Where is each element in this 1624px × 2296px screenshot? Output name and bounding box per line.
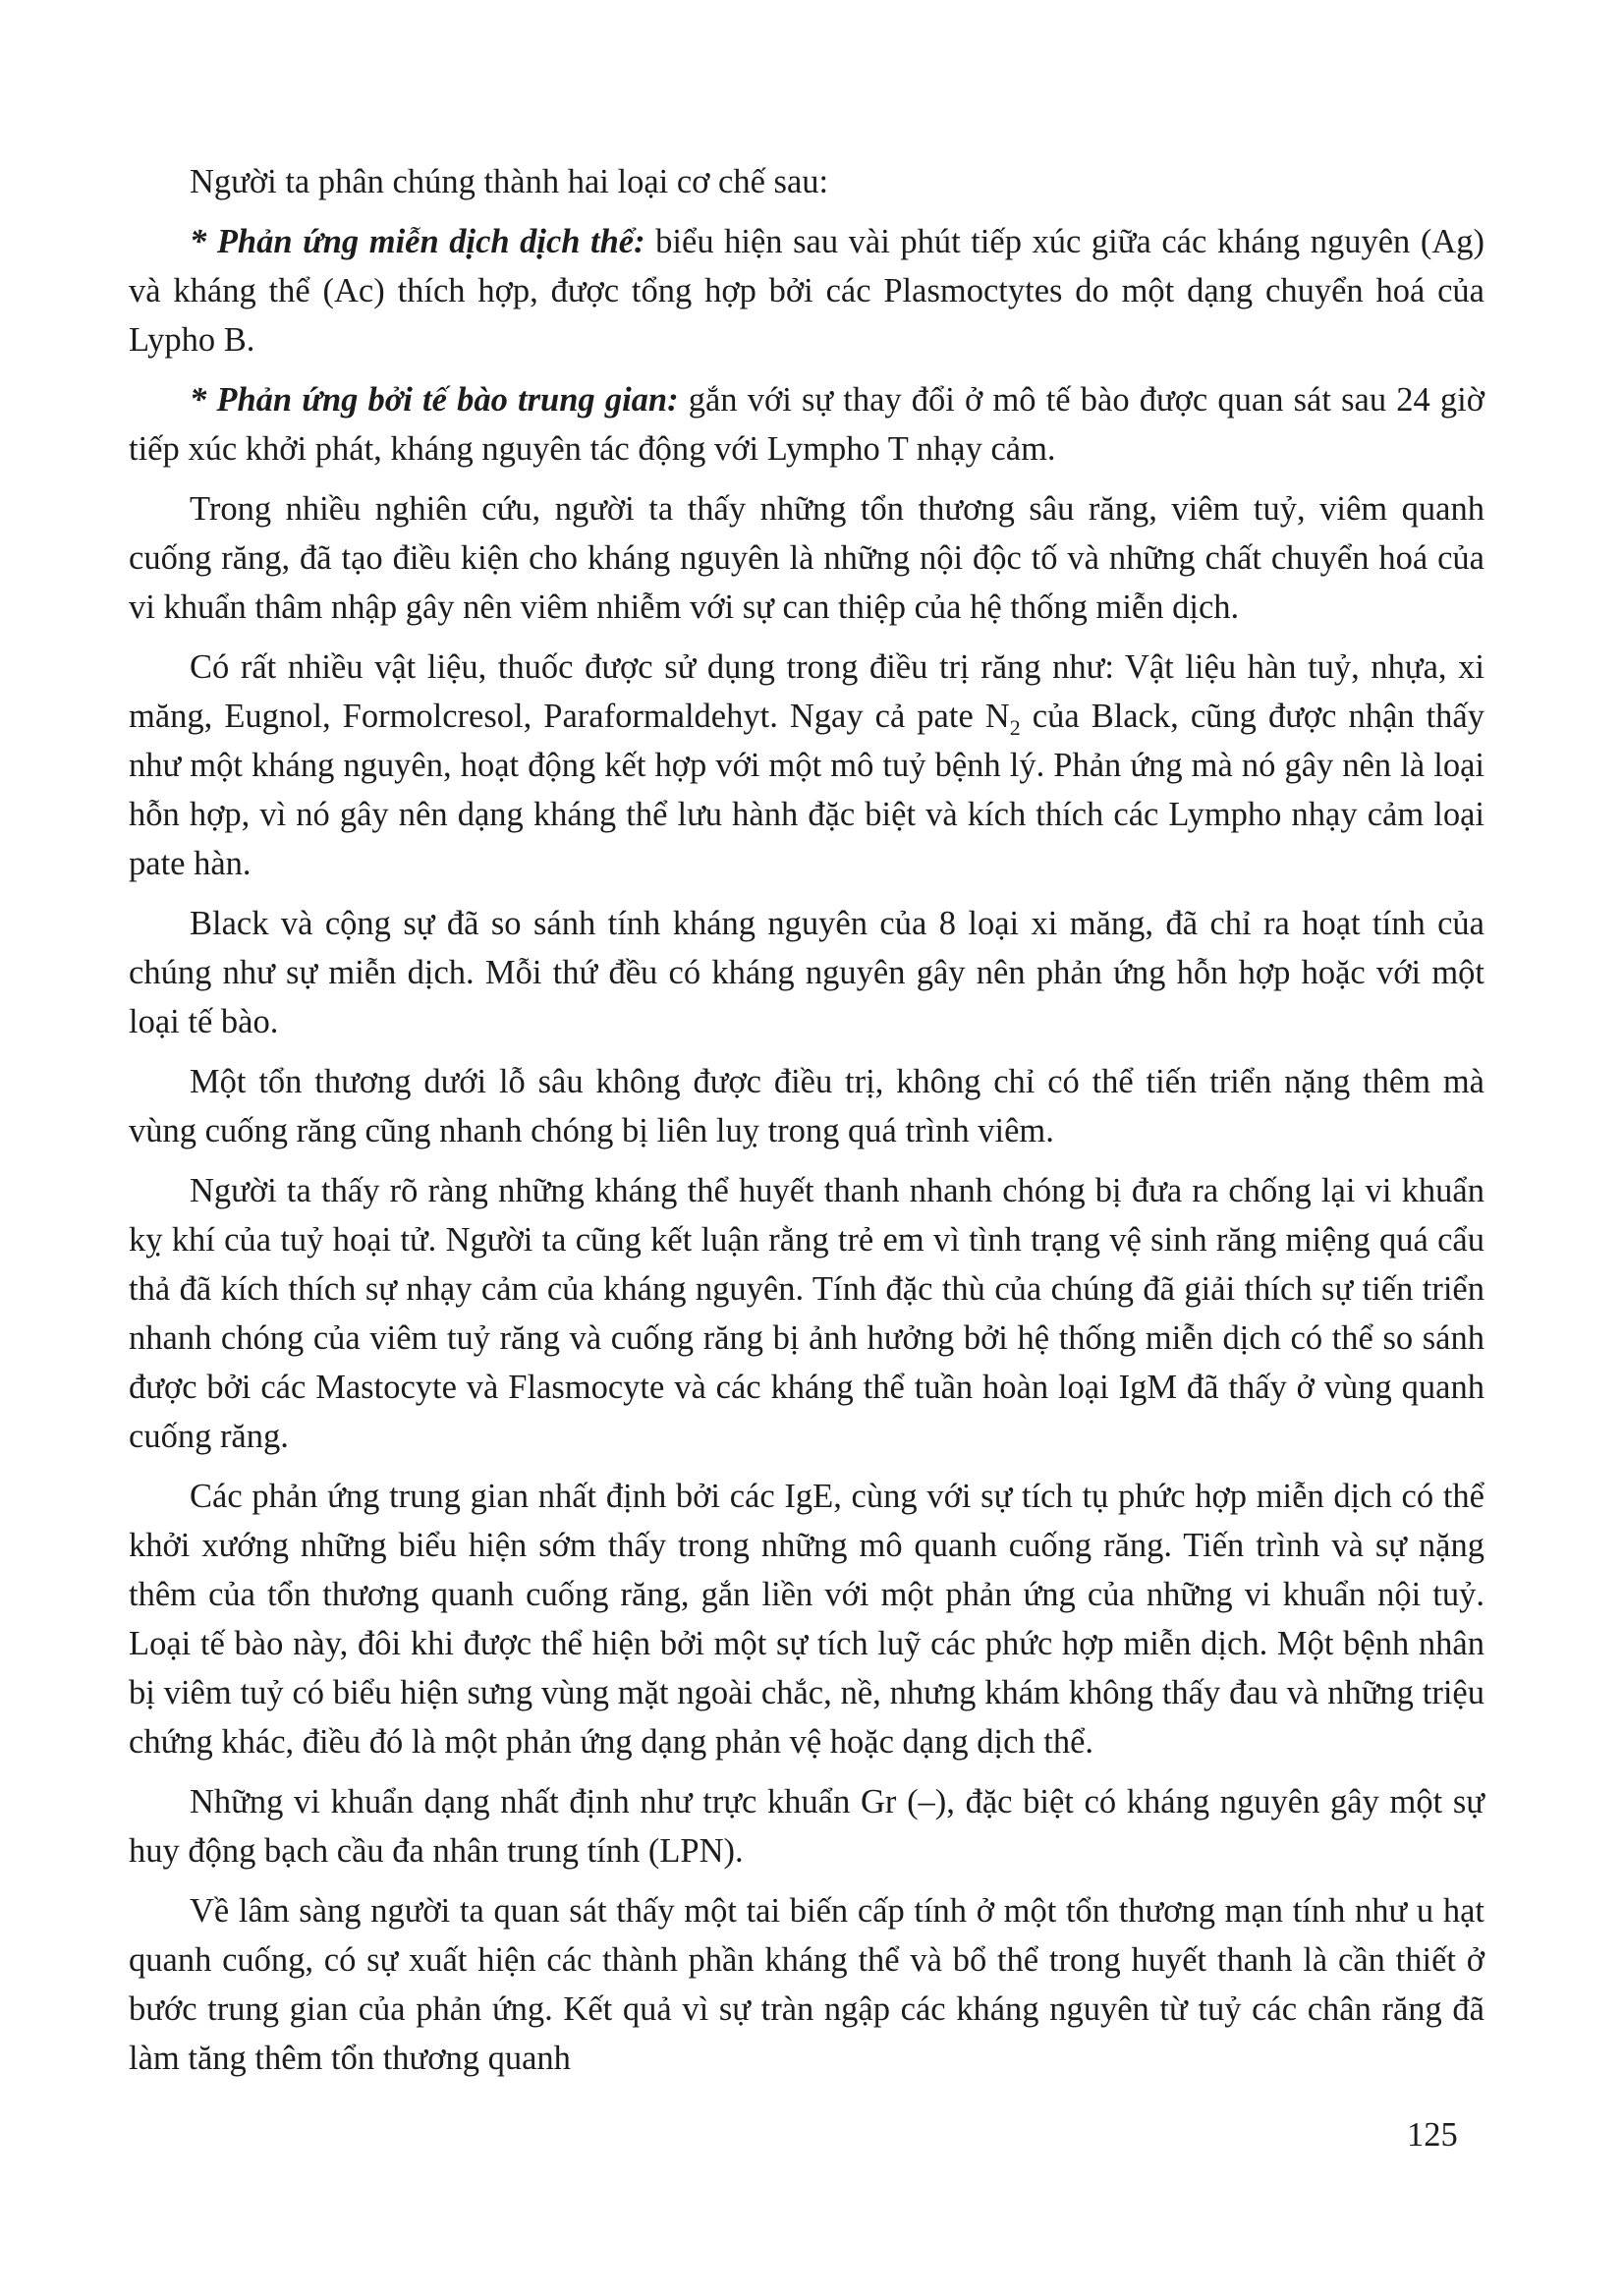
paragraph-humoral-immunity [129,217,1484,364]
paragraph-untreated-lesion: Một tổn thương dưới lỗ sâu không được điều trị, không chỉ có thể tiến triển nặng thêm mà vùng cuống răng cũng nhanh chóng bị liên luỵ trong quá trình viêm. [129,1063,1484,1149]
term-cell-mediated: * Phản ứng bởi tế bào trung gian: [190,381,679,419]
page-number: 125 [1407,2116,1458,2154]
subscript: 2 [1009,714,1021,740]
paragraph-materials [129,643,1484,888]
paragraph-black-study: Black và cộng sự đã so sánh tính kháng nguyên của 8 loại xi măng, đã chỉ ra hoạt tính của chúng như sự miễn dịch. Mỗi thứ đều có kháng nguyên gây nên phản ứng hỗn hợp hoặc với một loại tế bào. [129,905,1484,1040]
paragraph-bacteria: Những vi khuẩn dạng nhất định như trực khuẩn Gr (–), đặc biệt có kháng nguyên gây một sự huy động bạch cầu đa nhân trung tính (LPN). [129,1783,1484,1870]
paragraph-text: biểu hiện sau vài phút tiếp xúc giữa các kháng nguyên (Ag) và kháng thể (Ac) thích hợp, được tổng hợp bởi các Plasmoctytes do một dạng chuyển hoá của Lypho B. [129,223,1484,359]
paragraph-antibodies: Người ta thấy rõ ràng những kháng thể huyết thanh nhanh chóng bị đưa ra chống lại vi khuẩn kỵ khí của tuỷ hoại tử. Người ta cũng kết luận rằng trẻ em vì tình trạng vệ sinh răng miệng quá cẩu thả đã kích thích sự nhạy cảm của kháng nguyên. Tính đặc thù của chúng đã giải thích sự tiến triển nhanh chóng của viêm tuỷ răng và cuống răng bị ảnh hưởng bởi hệ thống miễn dịch có thể so sánh được bởi các Mastocyte và Flasmocyte và các kháng thể tuần hoàn loại IgM đã thấy ở vùng quanh cuống răng. [129,1172,1484,1455]
paragraph-research: Trong nhiều nghiên cứu, người ta thấy những tổn thương sâu răng, viêm tuỷ, viêm quanh cuống răng, đã tạo điều kiện cho kháng nguyên là những nội độc tố và những chất chuyển hoá của vi khuẩn thâm nhập gây nên viêm nhiễm với sự can thiệp của hệ thống miễn dịch. [129,490,1484,626]
paragraph-clinical: Về lâm sàng người ta quan sát thấy một tai biến cấp tính ở một tổn thương mạn tính như u hạt quanh cuống, có sự xuất hiện các thành phần kháng thể và bổ thể trong huyết thanh là cần thiết ở bước trung gian của phản ứng. Kết quả vì sự tràn ngập các kháng nguyên từ tuỷ các chân răng đã làm tăng thêm tổn thương quanh [129,1892,1484,2077]
paragraph-ige-reactions: Các phản ứng trung gian nhất định bởi các IgE, cùng với sự tích tụ phức hợp miễn dịch có thể khởi xướng những biểu hiện sớm thấy trong những mô quanh cuống răng. Tiến trình và sự nặng thêm của tổn thương quanh cuống răng, gắn liền với một phản ứng của những vi khuẩn nội tuỷ. Loại tế bào này, đôi khi được thể hiện bởi một sự tích luỹ các phức hợp miễn dịch. Một bệnh nhân bị viêm tuỷ có biểu hiện sưng vùng mặt ngoài chắc, nề, nhưng khám không thấy đau và những triệu chứng khác, điều đó là một phản ứng dạng phản vệ hoặc dạng dịch thể. [129,1478,1484,1761]
term-humoral-immunity: * Phản ứng miễn dịch dịch thể: [190,223,645,260]
paragraph-intro: Người ta phân chúng thành hai loại cơ chế sau: [190,163,829,200]
paragraph-text: Có rất nhiều vật liệu, thuốc được sử dụng trong điều trị răng như: Vật liệu hàn tuỷ, nhựa, xi măng, Eugnol, Formolcresol, Paraformaldehyt. Ngay cả pate N [129,648,1484,735]
paragraph-text: của Black, cũng được nhận thấy như một kháng nguyên, hoạt động kết hợp với một mô tuỷ bệnh lý. Phản ứng mà nó gây nên là loại hỗn hợp, vì nó gây nên dạng kháng thể lưu hành đặc biệt và kích thích các Lympho nhạy cảm loại pate hàn. [129,698,1484,882]
paragraph-text: gắn với sự thay đổi ở mô tế bào được quan sát sau 24 giờ tiếp xúc khởi phát, kháng nguyên tác động với Lympho T nhạy cảm. [129,381,1484,468]
paragraph-cell-mediated [129,375,1484,474]
page-body [129,157,1484,2094]
